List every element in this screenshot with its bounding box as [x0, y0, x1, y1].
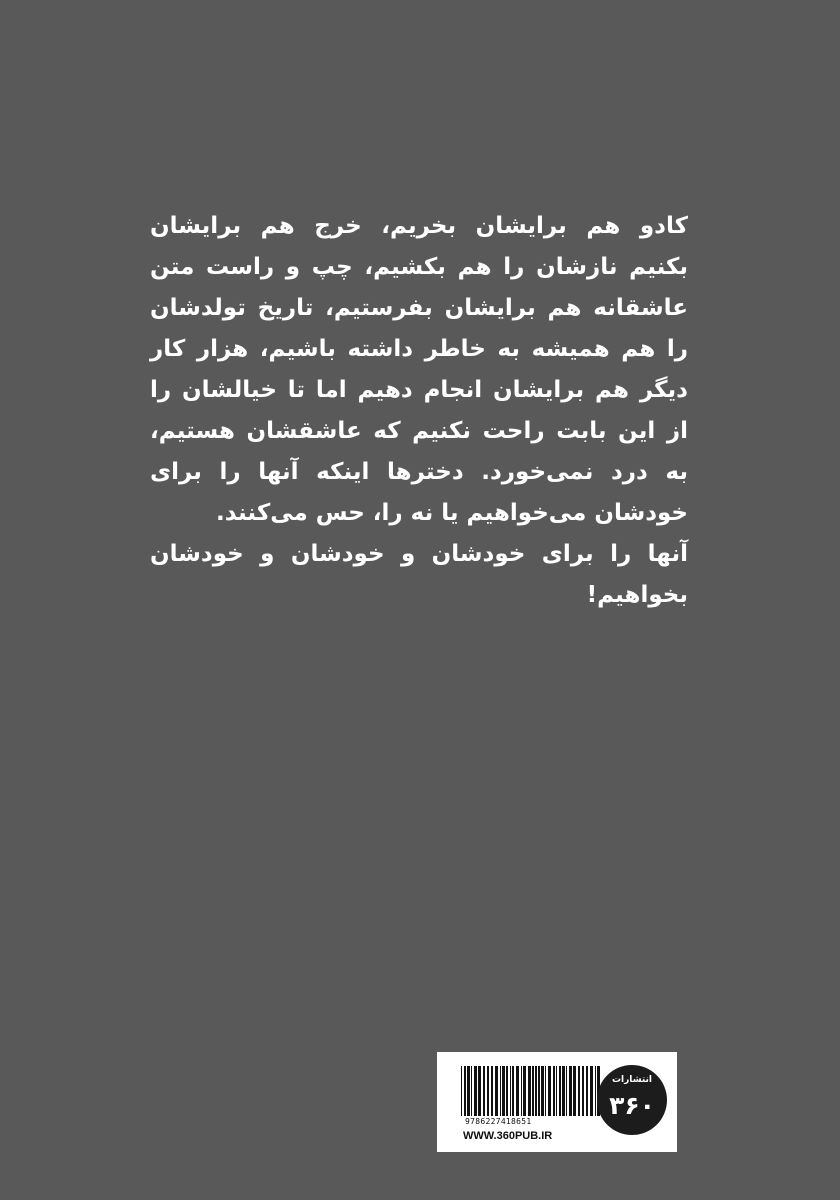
barcode-bar — [562, 1066, 565, 1116]
barcode-bar — [467, 1066, 470, 1116]
barcode-bar — [528, 1066, 531, 1116]
blurb-line: کادو هم برایشان بخریم، خرج هم برایشان — [150, 213, 688, 239]
barcode-bar — [578, 1066, 580, 1116]
blurb-line: را هم همیشه به خاطر داشته باشیم، هزار کار — [150, 336, 688, 362]
barcode-bar — [590, 1066, 593, 1116]
isbn-number: 9786227418651 — [465, 1117, 532, 1126]
barcode-bar — [586, 1066, 588, 1116]
publisher-website: WWW.360PUB.IR — [463, 1130, 553, 1142]
barcode-bar — [495, 1066, 498, 1116]
barcode-bar — [545, 1066, 546, 1116]
barcode-bar — [548, 1066, 551, 1116]
barcode-bar — [535, 1066, 537, 1116]
blurb-line: بخواهیم! — [586, 582, 688, 608]
barcode-bar — [582, 1066, 584, 1116]
barcode-bar — [506, 1066, 508, 1116]
barcode-bar — [553, 1066, 555, 1116]
blurb-line: دیگر هم برایشان انجام دهیم اما تا خیالشان را — [150, 377, 688, 403]
barcode-bar — [521, 1066, 522, 1116]
barcode-bar — [538, 1066, 540, 1116]
barcode-bar — [569, 1066, 572, 1116]
barcode-bar — [500, 1066, 501, 1116]
barcode-bar — [532, 1066, 534, 1116]
barcode-bar — [510, 1066, 511, 1116]
barcode-icon — [459, 1066, 601, 1116]
barcode-bar — [474, 1066, 477, 1116]
blurb-line: خودشان می‌خواهیم یا نه را، حس می‌کنند. — [216, 500, 688, 526]
publisher-number: ۳۶۰ — [609, 1091, 655, 1120]
barcode-bar — [566, 1066, 567, 1116]
barcode-box — [437, 1052, 677, 1152]
barcode-bar — [559, 1066, 561, 1116]
blurb-line: آنها را برای خودشان و خودشان و خودشان — [150, 541, 688, 567]
blurb-line: عاشقانه هم برایشان بفرستیم، تاریخ تولدشان — [150, 295, 688, 321]
back-cover-blurb — [150, 206, 688, 616]
barcode-bar — [491, 1066, 493, 1116]
barcode-bar — [461, 1066, 462, 1116]
barcode-bar — [478, 1066, 481, 1116]
barcode-bar — [573, 1066, 576, 1116]
barcode-bar — [523, 1066, 526, 1116]
barcode-bar — [483, 1066, 485, 1116]
barcode-bar — [502, 1066, 505, 1116]
blurb-line: بکنیم نازشان را هم بکشیم، چپ و راست متن — [150, 254, 688, 280]
blurb-line: از این بابت راحت نکنیم که عاشقشان هستیم، — [150, 418, 688, 444]
barcode-bar — [516, 1066, 519, 1116]
blurb-line: به درد نمی‌خورد. دخترها اینکه آنها را برای — [150, 459, 688, 485]
barcode-bar — [556, 1066, 557, 1116]
publisher-logo-icon — [597, 1065, 667, 1135]
barcode-bar — [595, 1066, 596, 1116]
publisher-name: انتشارات — [612, 1075, 652, 1085]
barcode-bar — [471, 1066, 472, 1116]
barcode-bar — [541, 1066, 544, 1116]
barcode-bar — [512, 1066, 514, 1116]
barcode-bar — [487, 1066, 489, 1116]
barcode-bar — [464, 1066, 466, 1116]
